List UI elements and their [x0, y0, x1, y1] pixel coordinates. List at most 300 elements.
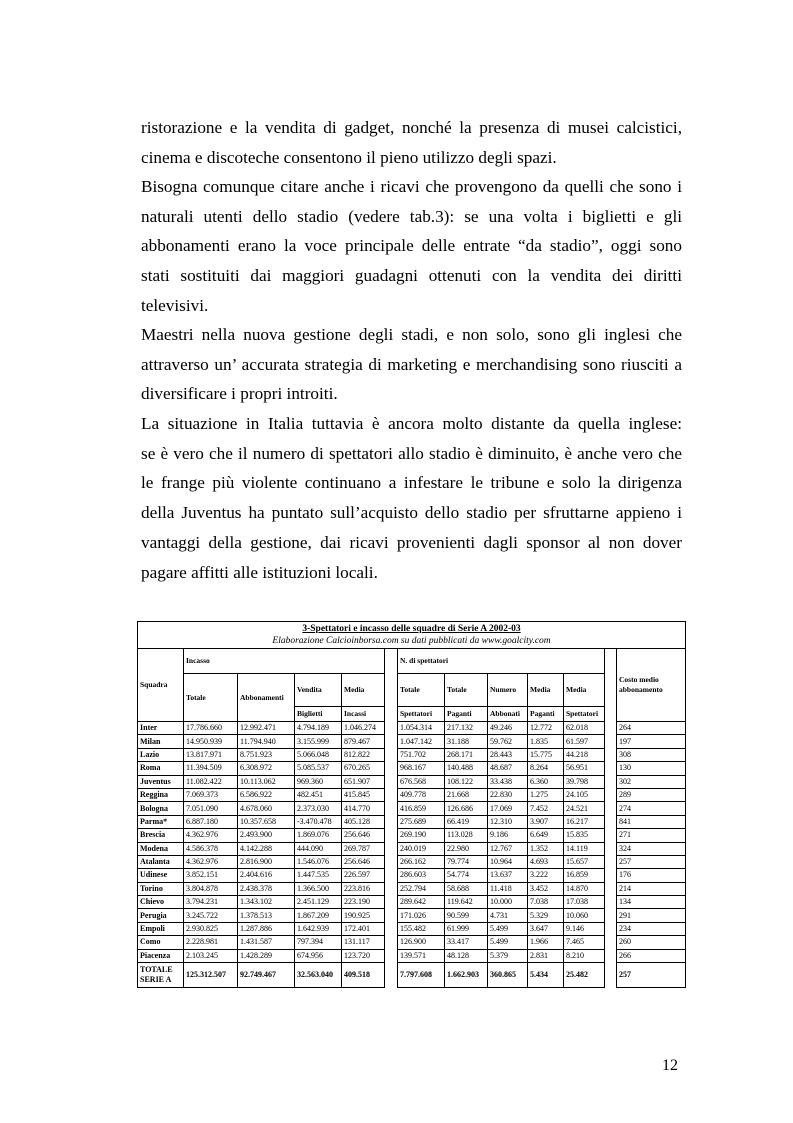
table-row	[138, 949, 686, 962]
value-cell: 140.488	[445, 762, 488, 775]
header-paganti2: Paganti	[528, 707, 564, 722]
value-cell: 415.845	[342, 788, 385, 801]
table-total-row	[138, 963, 686, 988]
column-gap	[605, 882, 617, 895]
table-row	[138, 896, 686, 909]
value-cell: 651.907	[342, 775, 385, 788]
value-cell: 44.218	[564, 748, 605, 761]
header-paganti: Paganti	[445, 707, 488, 722]
team-cell: Lazio	[138, 748, 184, 761]
table-title: 3-Spettatori e incasso delle squadre di Serie A 2002-03	[302, 624, 521, 634]
value-cell: 139.571	[398, 949, 445, 962]
value-cell: 25.482	[564, 963, 605, 988]
value-cell: 9.146	[564, 922, 605, 935]
value-cell: 5.085.537	[295, 762, 342, 775]
value-cell: 1.431.587	[238, 936, 295, 949]
value-cell: 12.992.471	[238, 722, 295, 735]
value-cell: 7.038	[528, 896, 564, 909]
value-cell: 33.417	[445, 936, 488, 949]
column-gap	[385, 748, 398, 761]
table-row	[138, 762, 686, 775]
value-cell: 416.859	[398, 802, 445, 815]
value-cell: 409.518	[342, 963, 385, 988]
column-gap	[385, 949, 398, 962]
column-gap	[605, 896, 617, 909]
value-cell: 223.190	[342, 896, 385, 909]
value-cell: 2.404.616	[238, 869, 295, 882]
value-cell: 126.900	[398, 936, 445, 949]
value-cell: 1.662.903	[445, 963, 488, 988]
value-cell: 12.310	[488, 815, 528, 828]
text-line: Maestri nella nuova gestione degli stadi, e non solo, sono gli inglesi che	[141, 325, 682, 344]
value-cell: 12.772	[528, 722, 564, 735]
value-cell: 240.019	[398, 842, 445, 855]
team-cell: Inter	[138, 722, 184, 735]
value-cell: 266.162	[398, 855, 445, 868]
column-gap	[385, 882, 398, 895]
value-cell: 289.642	[398, 896, 445, 909]
column-gap	[385, 775, 398, 788]
value-cell: 1.869.076	[295, 829, 342, 842]
value-cell: 197	[617, 735, 686, 748]
value-cell: 125.312.507	[184, 963, 238, 988]
team-cell: Como	[138, 936, 184, 949]
table-row	[138, 815, 686, 828]
paragraph	[141, 113, 682, 172]
column-gap	[605, 649, 617, 722]
header-media-paganti: Media	[528, 674, 564, 707]
value-cell: 6.586.922	[238, 788, 295, 801]
value-cell: 797.394	[295, 936, 342, 949]
header-sp-totale: Totale	[398, 674, 445, 707]
column-gap	[605, 949, 617, 962]
header-vendita: Vendita	[295, 674, 342, 707]
value-cell: 257	[617, 963, 686, 988]
value-cell: 7.069.373	[184, 788, 238, 801]
column-gap	[605, 815, 617, 828]
value-cell: 17.038	[564, 896, 605, 909]
value-cell: 302	[617, 775, 686, 788]
column-gap	[385, 922, 398, 935]
value-cell: 16.859	[564, 869, 605, 882]
value-cell: 2.103.245	[184, 949, 238, 962]
value-cell: 1.352	[528, 842, 564, 855]
column-gap	[605, 735, 617, 748]
value-cell: 119.642	[445, 896, 488, 909]
value-cell: 2.228.981	[184, 936, 238, 949]
column-gap	[385, 722, 398, 735]
team-cell: Bologna	[138, 802, 184, 815]
value-cell: 226.597	[342, 869, 385, 882]
value-cell: 268.171	[445, 748, 488, 761]
value-cell: 289	[617, 788, 686, 801]
value-cell: 13.817.971	[184, 748, 238, 761]
stats-table-container	[137, 621, 685, 985]
column-gap	[385, 735, 398, 748]
column-gap	[385, 855, 398, 868]
value-cell: 11.082.422	[184, 775, 238, 788]
value-cell: 21.668	[445, 788, 488, 801]
value-cell: 751.702	[398, 748, 445, 761]
table-title-cell	[138, 622, 686, 649]
team-cell: Udinese	[138, 869, 184, 882]
value-cell: 1.378.513	[238, 909, 295, 922]
column-gap	[385, 802, 398, 815]
value-cell: 123.720	[342, 949, 385, 962]
value-cell: 968.167	[398, 762, 445, 775]
column-gap	[385, 909, 398, 922]
value-cell: 58.688	[445, 882, 488, 895]
value-cell: 4.794.189	[295, 722, 342, 735]
value-cell: 4.362.976	[184, 829, 238, 842]
value-cell: 11.394.509	[184, 762, 238, 775]
value-cell: 171.026	[398, 909, 445, 922]
table-row	[138, 802, 686, 815]
team-cell: TOTALE SERIE A	[138, 963, 184, 988]
text-line: della Juventus ha puntato sull’acquisto dello stadio per sfruttarne appieno i	[141, 503, 682, 523]
value-cell: 6.308.972	[238, 762, 295, 775]
value-cell: 14.950.939	[184, 735, 238, 748]
value-cell: 1.287.886	[238, 922, 295, 935]
column-gap	[605, 922, 617, 935]
text-line: se è vero che il numero di spettatori allo stadio è diminuito, è anche vero che	[141, 443, 682, 463]
value-cell: 4.678.060	[238, 802, 295, 815]
value-cell: 61.597	[564, 735, 605, 748]
value-cell: 252.794	[398, 882, 445, 895]
value-cell: 234	[617, 922, 686, 935]
column-gap	[385, 815, 398, 828]
page-number: 12	[662, 1057, 678, 1074]
value-cell: 2.438.378	[238, 882, 295, 895]
value-cell: 9.186	[488, 829, 528, 842]
table-row	[138, 842, 686, 855]
team-cell: Parma*	[138, 815, 184, 828]
value-cell: 1.366.500	[295, 882, 342, 895]
column-gap	[385, 829, 398, 842]
text-line: stati sostituiti dai maggiori guadagni ottenuti con la vendita dei diritti	[141, 266, 682, 286]
value-cell: 2.451.129	[295, 896, 342, 909]
value-cell: 286.603	[398, 869, 445, 882]
table-row	[138, 869, 686, 882]
value-cell: 15.657	[564, 855, 605, 868]
column-gap	[385, 896, 398, 909]
value-cell: 32.563.040	[295, 963, 342, 988]
value-cell: 275.689	[398, 815, 445, 828]
value-cell: 92.749.467	[238, 963, 295, 988]
value-cell: 66.419	[445, 815, 488, 828]
value-cell: 670.265	[342, 762, 385, 775]
value-cell: 5.499	[488, 936, 528, 949]
value-cell: 10.357.658	[238, 815, 295, 828]
value-cell: 7.797.608	[398, 963, 445, 988]
text-line: cinema e discoteche consentono il pieno utilizzo degli spazi.	[141, 147, 557, 167]
value-cell: 59.762	[488, 735, 528, 748]
team-cell: Empoli	[138, 922, 184, 935]
table-row	[138, 748, 686, 761]
paragraph	[141, 320, 682, 409]
value-cell: 879.467	[342, 735, 385, 748]
table-row	[138, 909, 686, 922]
value-cell: 676.568	[398, 775, 445, 788]
table-row	[138, 922, 686, 935]
value-cell: 1.966	[528, 936, 564, 949]
value-cell: 113.028	[445, 829, 488, 842]
value-cell: 6.360	[528, 775, 564, 788]
value-cell: 8.264	[528, 762, 564, 775]
value-cell: 269.190	[398, 829, 445, 842]
text-line: attraverso un’ accurata strategia di marketing e merchandising sono riusciti a	[141, 354, 682, 374]
column-gap	[605, 722, 617, 735]
stats-table	[137, 621, 686, 988]
value-cell: 223.816	[342, 882, 385, 895]
value-cell: 214	[617, 882, 686, 895]
value-cell: 108.122	[445, 775, 488, 788]
value-cell: 126.686	[445, 802, 488, 815]
value-cell: 841	[617, 815, 686, 828]
value-cell: 1.275	[528, 788, 564, 801]
column-gap	[605, 775, 617, 788]
value-cell: 360.865	[488, 963, 528, 988]
value-cell: 1.343.102	[238, 896, 295, 909]
value-cell: 5.329	[528, 909, 564, 922]
team-cell: Milan	[138, 735, 184, 748]
value-cell: 17.786.660	[184, 722, 238, 735]
value-cell: 674.956	[295, 949, 342, 962]
header-paganti-totale: Totale	[445, 674, 488, 707]
text-line: le frange più violente continuano a infestare le tribune e solo la dirigenza	[141, 473, 682, 493]
value-cell: 11.794.940	[238, 735, 295, 748]
value-cell: 3.222	[528, 869, 564, 882]
value-cell: 79.774	[445, 855, 488, 868]
value-cell: 812.822	[342, 748, 385, 761]
header-abbonati: Abbonati	[488, 707, 528, 722]
team-cell: Perugia	[138, 909, 184, 922]
table-row	[138, 855, 686, 868]
value-cell: 217.132	[445, 722, 488, 735]
column-gap	[385, 963, 398, 988]
table-row	[138, 788, 686, 801]
value-cell: 256.646	[342, 829, 385, 842]
paragraph	[141, 409, 682, 587]
value-cell: 5.434	[528, 963, 564, 988]
header-media: Media	[342, 674, 385, 707]
value-cell: 1.047.142	[398, 735, 445, 748]
column-gap	[605, 909, 617, 922]
header-incasso: Incasso	[184, 649, 385, 674]
table-row	[138, 882, 686, 895]
value-cell: 1.054.314	[398, 722, 445, 735]
column-gap	[605, 748, 617, 761]
column-gap	[605, 762, 617, 775]
value-cell: 3.907	[528, 815, 564, 828]
value-cell: 1.835	[528, 735, 564, 748]
value-cell: 22.830	[488, 788, 528, 801]
value-cell: 10.964	[488, 855, 528, 868]
text-line: pagare affitti alle istituzioni locali.	[141, 562, 378, 582]
value-cell: 12.767	[488, 842, 528, 855]
value-cell: 54.774	[445, 869, 488, 882]
column-gap	[605, 936, 617, 949]
team-cell: Juventus	[138, 775, 184, 788]
column-gap	[605, 963, 617, 988]
value-cell: 14.119	[564, 842, 605, 855]
value-cell: -3.470.478	[295, 815, 342, 828]
value-cell: 5.499	[488, 922, 528, 935]
team-cell: Atalanta	[138, 855, 184, 868]
column-gap	[605, 855, 617, 868]
text-line: La situazione in Italia tuttavia è ancora molto distante da quella inglese:	[141, 414, 682, 433]
team-cell: Piacenza	[138, 949, 184, 962]
value-cell: 3.647	[528, 922, 564, 935]
value-cell: 2.831	[528, 949, 564, 962]
paragraph	[141, 172, 682, 321]
text-line: naturali utenti dello stadio (vedere tab.3): se una volta i biglietti e gli	[141, 206, 682, 226]
header-costo: Costo medio abbonamento	[617, 649, 686, 722]
column-gap	[385, 842, 398, 855]
value-cell: 61.999	[445, 922, 488, 935]
column-gap	[605, 869, 617, 882]
value-cell: 48.128	[445, 949, 488, 962]
value-cell: 260	[617, 936, 686, 949]
value-cell: 10.000	[488, 896, 528, 909]
value-cell: 10.113.062	[238, 775, 295, 788]
value-cell: 7.465	[564, 936, 605, 949]
value-cell: 14.870	[564, 882, 605, 895]
value-cell: 22.980	[445, 842, 488, 855]
team-cell: Modena	[138, 842, 184, 855]
header-biglietti: Biglietti	[295, 707, 342, 722]
team-cell: Torino	[138, 882, 184, 895]
value-cell: 17.069	[488, 802, 528, 815]
value-cell: 24.105	[564, 788, 605, 801]
value-cell: 190.925	[342, 909, 385, 922]
column-gap	[385, 788, 398, 801]
value-cell: 266	[617, 949, 686, 962]
value-cell: 3.245.722	[184, 909, 238, 922]
value-cell: 39.798	[564, 775, 605, 788]
value-cell: 8.751.923	[238, 748, 295, 761]
value-cell: 2.930.825	[184, 922, 238, 935]
value-cell: 15.835	[564, 829, 605, 842]
table-row	[138, 775, 686, 788]
text-line: ristorazione e la vendita di gadget, nonché la presenza di musei calcistici,	[141, 118, 682, 137]
value-cell: 256.646	[342, 855, 385, 868]
value-cell: 10.060	[564, 909, 605, 922]
value-cell: 6.649	[528, 829, 564, 842]
table-row	[138, 722, 686, 735]
table-subtitle: Elaborazione Calcioinborsa.com su dati pubblicati da www.goalcity.com	[272, 636, 551, 646]
value-cell: 444.090	[295, 842, 342, 855]
value-cell: 130	[617, 762, 686, 775]
team-cell: Chievo	[138, 896, 184, 909]
value-cell: 16.217	[564, 815, 605, 828]
table-row	[138, 936, 686, 949]
value-cell: 11.418	[488, 882, 528, 895]
value-cell: 1.447.535	[295, 869, 342, 882]
value-cell: 15.775	[528, 748, 564, 761]
table-row	[138, 735, 686, 748]
header-media-spettatori: Media	[564, 674, 605, 707]
value-cell: 13.637	[488, 869, 528, 882]
column-gap	[385, 762, 398, 775]
value-cell: 7.051.090	[184, 802, 238, 815]
value-cell: 4.142.288	[238, 842, 295, 855]
text-line: diversificare i propri introiti.	[141, 384, 338, 404]
header-spettatori2: Spettatori	[564, 707, 605, 722]
value-cell: 3.804.878	[184, 882, 238, 895]
table-row	[138, 829, 686, 842]
value-cell: 308	[617, 748, 686, 761]
value-cell: 4.586.378	[184, 842, 238, 855]
value-cell: 31.188	[445, 735, 488, 748]
team-cell: Brescia	[138, 829, 184, 842]
header-squadra: Squadra	[138, 649, 184, 722]
value-cell: 33.438	[488, 775, 528, 788]
value-cell: 5.379	[488, 949, 528, 962]
value-cell: 131.117	[342, 936, 385, 949]
header-abbonamenti: Abbonamenti	[238, 674, 295, 722]
value-cell: 6.887.180	[184, 815, 238, 828]
value-cell: 2.493.900	[238, 829, 295, 842]
value-cell: 2.373.030	[295, 802, 342, 815]
value-cell: 176	[617, 869, 686, 882]
value-cell: 264	[617, 722, 686, 735]
value-cell: 271	[617, 829, 686, 842]
value-cell: 172.401	[342, 922, 385, 935]
value-cell: 3.852.151	[184, 869, 238, 882]
value-cell: 274	[617, 802, 686, 815]
text-line: televisivi.	[141, 295, 209, 315]
column-gap	[605, 842, 617, 855]
header-sp-spettatori: Spettatori	[398, 707, 445, 722]
value-cell: 4.693	[528, 855, 564, 868]
column-gap	[385, 936, 398, 949]
value-cell: 3.155.999	[295, 735, 342, 748]
value-cell: 1.046.274	[342, 722, 385, 735]
value-cell: 49.246	[488, 722, 528, 735]
column-gap	[605, 788, 617, 801]
value-cell: 1.867.209	[295, 909, 342, 922]
value-cell: 269.787	[342, 842, 385, 855]
value-cell: 2.816.900	[238, 855, 295, 868]
value-cell: 409.778	[398, 788, 445, 801]
value-cell: 969.360	[295, 775, 342, 788]
value-cell: 134	[617, 896, 686, 909]
value-cell: 291	[617, 909, 686, 922]
header-incassi: Incassi	[342, 707, 385, 722]
value-cell: 3.794.231	[184, 896, 238, 909]
value-cell: 414.770	[342, 802, 385, 815]
value-cell: 3.452	[528, 882, 564, 895]
value-cell: 482.451	[295, 788, 342, 801]
header-spettatori: N. di spettatori	[398, 649, 605, 674]
value-cell: 48.687	[488, 762, 528, 775]
column-gap	[385, 869, 398, 882]
value-cell: 28.443	[488, 748, 528, 761]
column-gap	[385, 649, 398, 722]
value-cell: 8.210	[564, 949, 605, 962]
value-cell: 257	[617, 855, 686, 868]
team-cell: Roma	[138, 762, 184, 775]
column-gap	[605, 829, 617, 842]
value-cell: 1.546.076	[295, 855, 342, 868]
value-cell: 1.642.939	[295, 922, 342, 935]
text-line: Bisogna comunque citare anche i ricavi che provengono da quelli che sono i	[141, 177, 682, 196]
value-cell: 24.521	[564, 802, 605, 815]
header-totale: Totale	[184, 674, 238, 722]
team-cell: Reggina	[138, 788, 184, 801]
text-line: abbonamenti erano la voce principale delle entrate “da stadio”, oggi sono	[141, 236, 682, 256]
